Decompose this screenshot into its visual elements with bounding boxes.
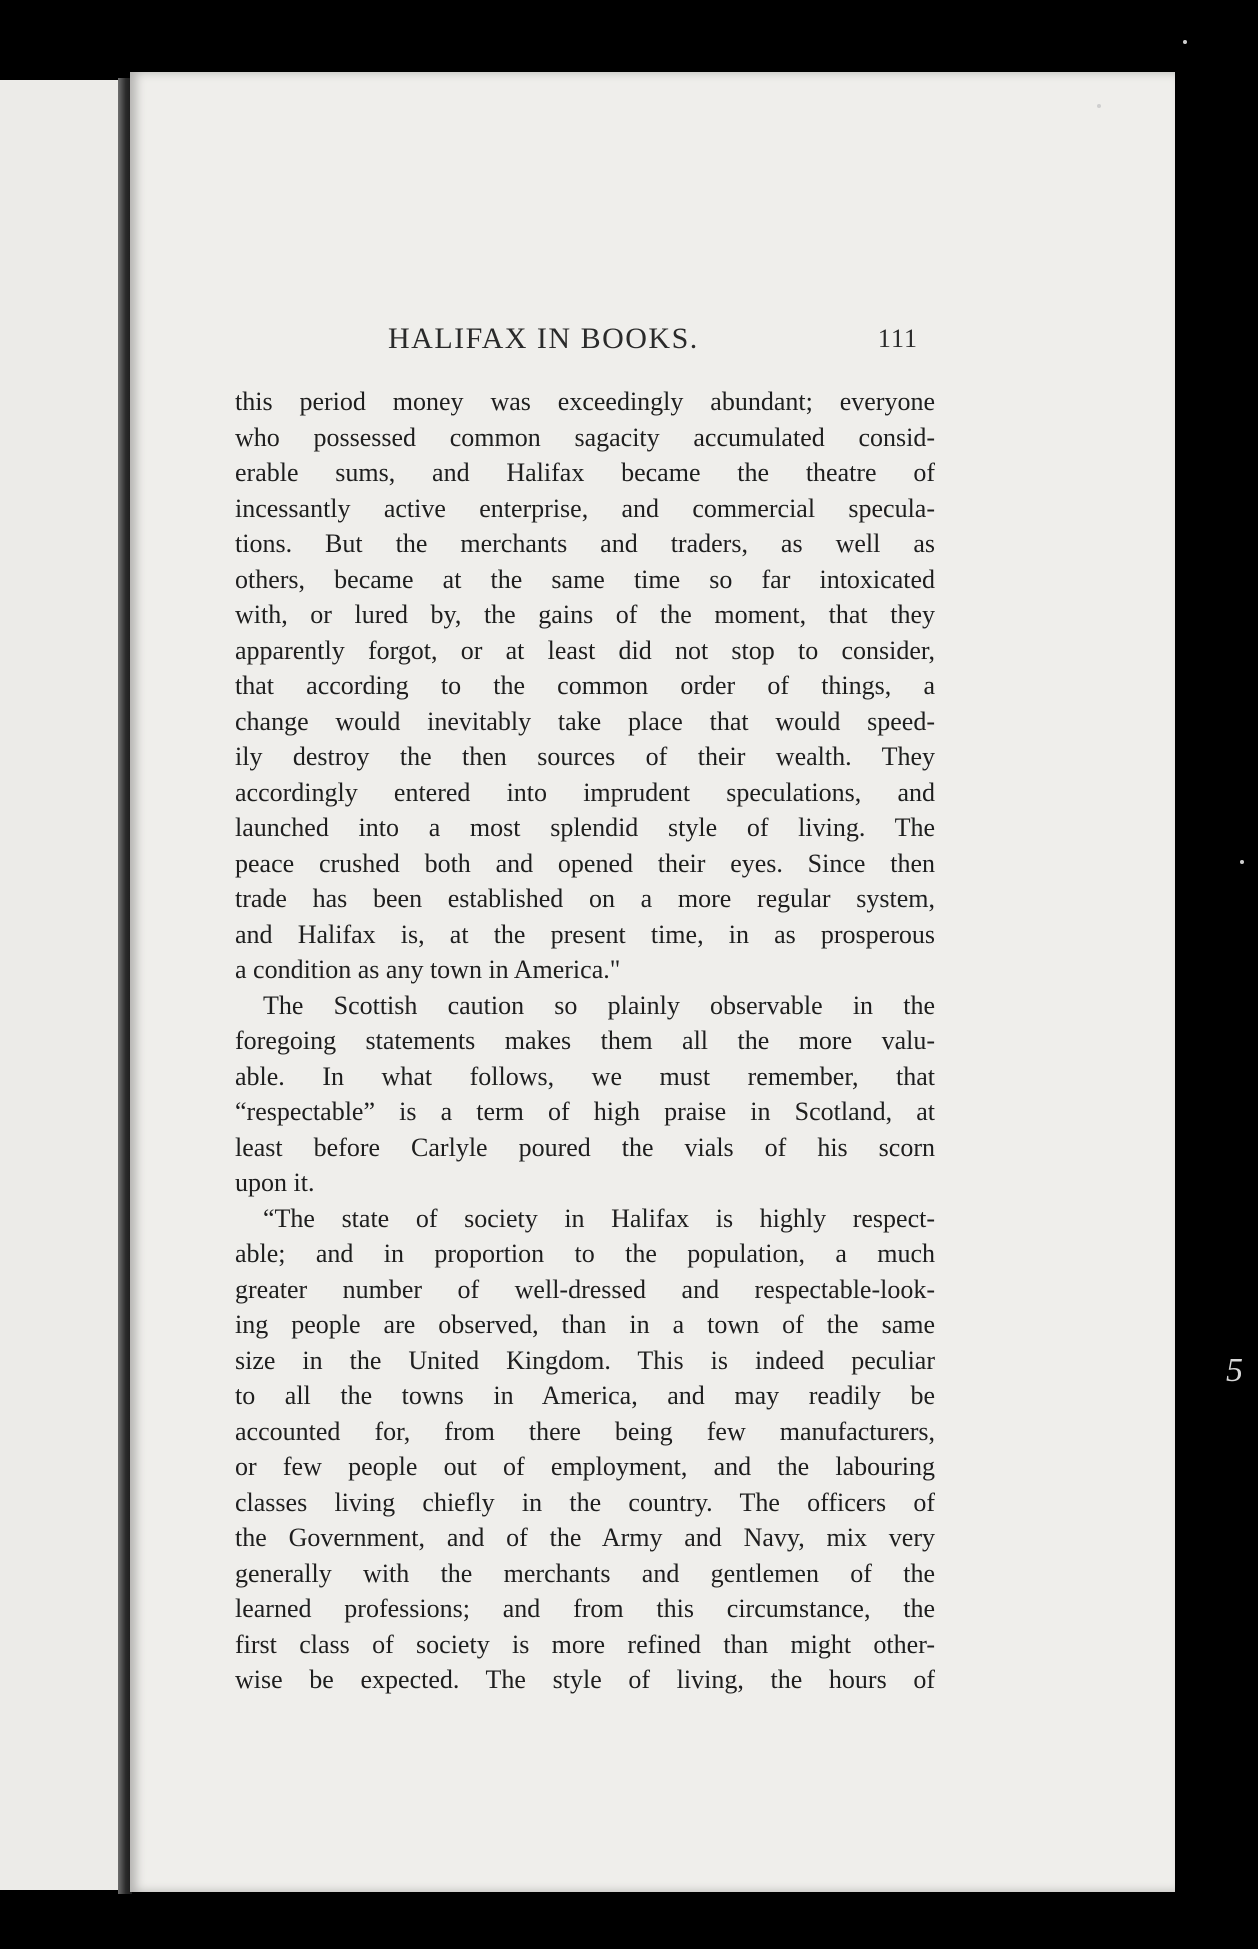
text-line: least before Carlyle poured the vials of his scorn — [235, 1132, 935, 1162]
page-header — [270, 322, 940, 366]
text-line: learned professions; and from this circumstance, the — [235, 1594, 935, 1623]
text-line: who possessed common sagacity accumulated consid- — [235, 422, 935, 452]
scan-speck — [1183, 40, 1187, 44]
text-line: able. In what follows, we must remember, that — [235, 1061, 935, 1091]
text-line: wise be expected. The style of living, the hours of — [235, 1665, 935, 1694]
text-line: ing people are observed, than in a town of the same — [235, 1310, 935, 1339]
text-line: or few people out of employment, and the labouring — [235, 1452, 935, 1481]
running-head: HALIFAX IN BOOKS. — [388, 322, 699, 355]
text-line: able; and in proportion to the population, a much — [235, 1239, 935, 1268]
text-line: The Scottish caution so plainly observable in the — [263, 990, 935, 1020]
text-line: tions. But the merchants and traders, as well as — [235, 529, 935, 558]
text-line: “The state of society in Halifax is highly respect- — [263, 1203, 935, 1233]
text-line: erable sums, and Halifax became the theatre of — [235, 458, 935, 487]
body-text — [235, 384, 935, 1698]
text-line: that according to the common order of things, a — [235, 671, 935, 700]
text-line: the Government, and of the Army and Navy, mix very — [235, 1523, 935, 1552]
text-line: size in the United Kingdom. This is indeed peculiar — [235, 1345, 935, 1375]
text-line: trade has been established on a more regular system, — [235, 884, 935, 913]
text-line: launched into a most splendid style of living. The — [235, 813, 935, 842]
text-line: accounted for, from there being few manufacturers, — [235, 1416, 935, 1446]
left-page-fragment — [0, 80, 120, 1890]
margin-mark: 5 — [1226, 1352, 1243, 1389]
text-line: with, or lured by, the gains of the moment, that they — [235, 600, 935, 629]
text-line: ily destroy the then sources of their wealth. They — [235, 742, 935, 771]
text-line: and Halifax is, at the present time, in as prosperous — [235, 919, 935, 949]
text-line: foregoing statements makes them all the more valu- — [235, 1026, 935, 1055]
text-line: first class of society is more refined than might other- — [235, 1629, 935, 1659]
text-line: generally with the merchants and gentlemen of the — [235, 1558, 935, 1588]
text-line: change would inevitably take place that would speed- — [235, 706, 935, 736]
text-line: a condition as any town in America." — [235, 955, 621, 984]
text-line: peace crushed both and opened their eyes. Since then — [235, 848, 935, 878]
scan-speck — [1240, 860, 1244, 864]
text-line: others, became at the same time so far intoxicated — [235, 564, 935, 594]
text-line: incessantly active enterprise, and commercial specula- — [235, 493, 935, 523]
text-line: greater number of well-dressed and respectable-look- — [235, 1274, 935, 1304]
text-line: classes living chiefly in the country. The officers of — [235, 1487, 935, 1517]
text-line: accordingly entered into imprudent speculations, and — [235, 777, 935, 807]
text-line: upon it. — [235, 1168, 315, 1197]
page-number: 111 — [877, 324, 918, 353]
text-line: apparently forgot, or at least did not stop to consider, — [235, 635, 935, 665]
text-line: to all the towns in America, and may readily be — [235, 1381, 935, 1410]
scan-speck — [1097, 104, 1101, 108]
text-line: this period money was exceedingly abundant; everyone — [235, 387, 935, 416]
text-line: “respectable” is a term of high praise in Scotland, at — [235, 1097, 935, 1126]
